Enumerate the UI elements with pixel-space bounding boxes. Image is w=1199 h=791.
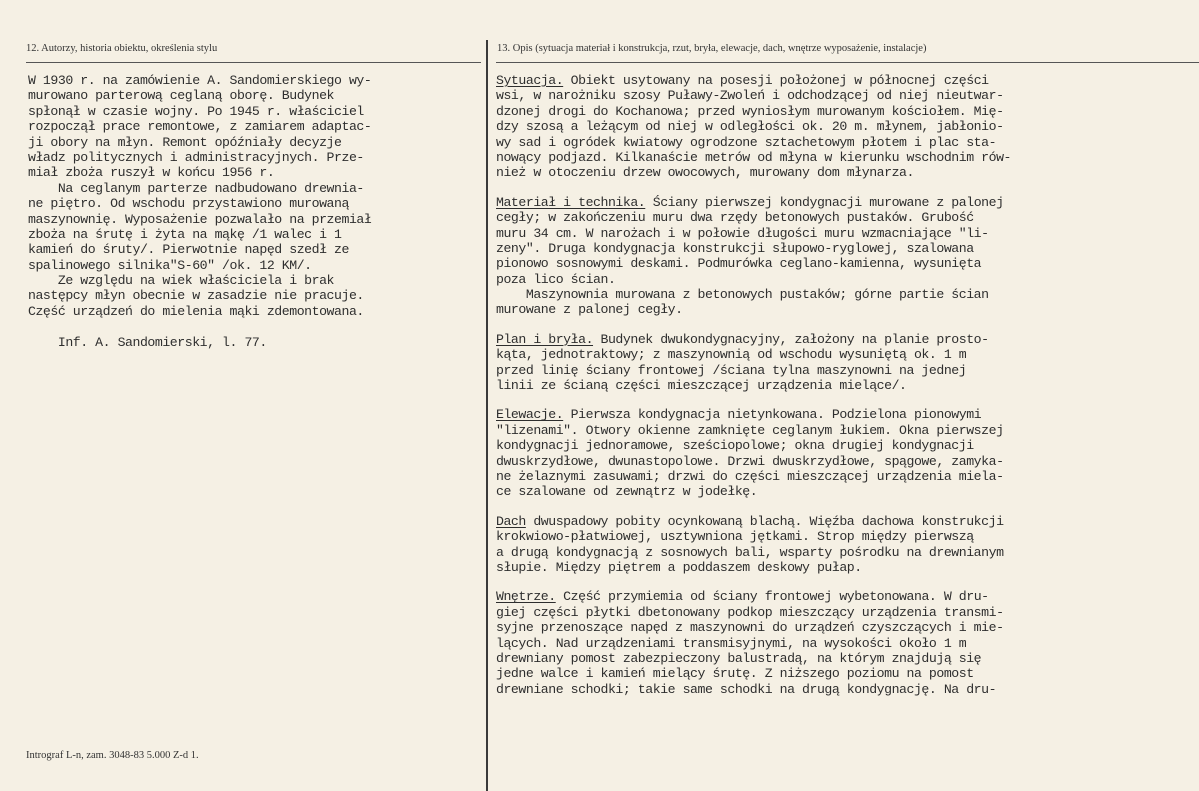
history-text-line: Na ceglanym parterze nadbudowano drewnia- [28,180,364,196]
section-gap [496,393,1196,407]
history-text-line: następcy młyn obecnie w zasadzie nie pracuje. [28,288,364,304]
section-text-line: linii ze ścianą części mieszczącej urządzenia mielące/. [496,378,907,394]
printer-imprint: Intrograf L-n, zam. 3048-83 5.000 Z-d 1. [26,750,199,761]
right-header-rule [496,62,1199,63]
section-13-header: 13. Opis (sytuacja materiał i konstrukcja, rzut, bryła, elewacje, dach, wnętrze wyposażenie, instalacje) [497,43,927,54]
section-text-line: ne żelaznymi zasuwami; drzwi do części mieszczącej urządzenia miela- [496,468,1004,484]
section-text-line: drewniany pomost zabezpieczony balustradą, na którym znajdują się [496,650,982,666]
section-heading: Wnętrze. [496,589,556,605]
section-text-line: syjne przenoszące napęd z maszynowni do urządzeń czyszczących i mie- [496,620,1004,636]
section-heading: Plan i bryła. [496,331,594,347]
history-text-line: W 1930 r. na zamówienie A. Sandomierskiego wy- [28,73,372,88]
section-heading: Materiał i technika. [496,194,646,210]
history-text-line: zboża na śrutę i żyta na mąkę /1 walec i 1 [28,226,342,242]
section-first-line [496,407,1196,422]
section-heading: Elewacje. [496,407,564,423]
section-text: dwuspadowy pobity ocynkowaną blachą. Więźba dachowa konstrukcji [525,513,1004,529]
section-first-line [496,73,1196,88]
description-text-column [496,73,1196,697]
history-text-line: ji obory na młyn. Remont opóźniały decyzje [28,134,342,150]
section-text-line: cegły; w zakończeniu muru dwa rzędy betonowych pustaków. Grubość [496,210,974,226]
description-section [496,589,1196,697]
history-text-line: Inf. A. Sandomierski, l. 77. [28,334,267,350]
section-text-line: jedne walce i kamień mielący śrutę. Z niższego poziomu na pomost [496,666,974,682]
section-text-line: giej części płytki dbetonowany podkop mieszczący urządzenia transmi- [496,604,1004,620]
section-gap [496,318,1196,332]
section-text: Obiekt usytowany na posesji położonej w północnej części [563,73,989,88]
section-text-line: słupie. Między piętrem a poddaszem deskowy pułap. [496,559,862,575]
section-text: Część przymiemia od ściany frontowej wybetonowana. W dru- [555,589,989,605]
section-text-line: przed linię ściany frontowej /ściana tylna maszynowni na jednej [496,362,967,378]
section-text-line: ce szalowane od zewnątrz w jodełkę. [496,484,758,500]
section-text-line: muru 34 cm. W narożach i w połowie długości muru wzmacniające "li- [496,225,989,241]
history-text-line: kamień do śruty/. Pierwotnie napęd szedł ze [28,242,349,258]
description-section [496,514,1196,576]
section-first-line [496,514,1196,529]
history-text-line: murowano parterową ceglaną oborę. Budynek [28,88,335,104]
section-text-line: dzy szosą a leżącym od niej w odległości ok. 20 m. młynem, jabłonio- [496,119,1004,135]
history-text-line: Część urządzeń do mielenia mąki zdemontowana. [28,303,364,319]
description-section [496,332,1196,394]
column-divider [486,40,488,791]
history-text-line: spalinowego silnika"S-60" /ok. 12 KM/. [28,257,312,273]
section-text-line: nowący podjazd. Kilkanaście metrów od młyna w kierunku wschodnim rów- [496,149,1012,165]
history-text-line: Ze względu na wiek właściciela i brak [28,273,335,289]
section-text-line: murowane z palonej cegły. [496,302,683,318]
section-text-line: drewniane schodki; takie same schodki na drugą kondygnację. Na dru- [496,681,997,697]
section-12-header: 12. Autorzy, historia obiektu, określenia stylu [26,43,218,54]
section-text-line: wsi, w narożniku szosy Puławy-Zwoleń i odchodzącej od niej nieutwar- [496,88,1004,104]
section-gap [496,500,1196,514]
section-gap [496,575,1196,589]
section-text-line: zeny". Druga kondygnacja konstrukcji słupowo-ryglowej, szalowana [496,240,974,256]
section-text-line: kąta, jednotraktowy; z maszynownią od wschodu wysuniętą ok. 1 m [496,347,967,363]
description-section [496,407,1196,499]
section-text-line: lących. Nad urządzeniami transmisyjnymi, na wysokości około 1 m [496,635,967,651]
section-text-line: a drugą kondygnacją z sosnowych bali, wsparty pośrodku na drewnianym [496,544,1004,560]
section-text-line: dwuskrzydłowe, dwunastopolowe. Drzwi dwuskrzydłowe, spągowe, zamyka- [496,453,1004,469]
section-text-line: krokwiowo-płatwiowej, usztywniona jętkami. Strop między pierwszą [496,529,974,545]
history-text-line: ne piętro. Od wschodu przystawiono murowaną [28,196,349,212]
history-text-line: władz politycznych i administracyjnych. Prze- [28,149,364,165]
section-text-line: "lizenami". Otwory okienne zamknięte ceglanym łukiem. Okna pierwszej [496,422,1004,438]
section-first-line [496,589,1196,604]
history-text-line: spłonął w czasie wojny. Po 1945 r. właściciel [28,103,364,119]
section-text-line: dzonej drogi do Kochanowa; przed wyniosłym murowanym kościołem. Mię- [496,103,1004,119]
history-text-line: miał zboża ruszył w końcu 1956 r. [28,165,275,181]
description-section [496,195,1196,318]
section-text: Budynek dwukondygnacyjny, założony na planie prosto- [593,331,989,347]
section-text-line: kondygnacji jednoramowe, sześciopolowe; okna drugiej kondygnacji [496,438,974,454]
section-heading: Dach [496,513,526,529]
section-gap [496,181,1196,195]
section-text: Pierwsza kondygnacja nietynkowana. Podzielona pionowymi [563,407,982,423]
section-first-line [496,195,1196,210]
section-text-line: nież w otoczeniu drzew owocowych, murowany dom młynarza. [496,165,914,181]
section-text: Ściany pierwszej kondygnacji murowane z palonej [645,194,1004,210]
section-text-line: wy sad i ogródek kwiatowy ogrodzone sztachetowym płotem i plac sta- [496,134,997,150]
description-section [496,73,1196,181]
history-text-line [28,319,478,334]
left-header-rule [26,62,481,63]
section-text-line: poza lico ścian. [496,271,616,287]
section-heading: Sytuacja. [496,73,564,88]
history-text-line: maszynownię. Wyposażenie pozwalało na przemiał [28,211,372,227]
section-first-line [496,332,1196,347]
history-text-column [28,73,478,350]
history-text-line: rozpoczął prace remontowe, z zamiarem adaptac- [28,119,372,135]
section-text-line: Maszynownia murowana z betonowych pustaków; górne partie ścian [496,287,989,303]
section-text-line: pionowo sosnowymi deskami. Podmurówka ceglano-kamienna, wysunięta [496,256,982,272]
